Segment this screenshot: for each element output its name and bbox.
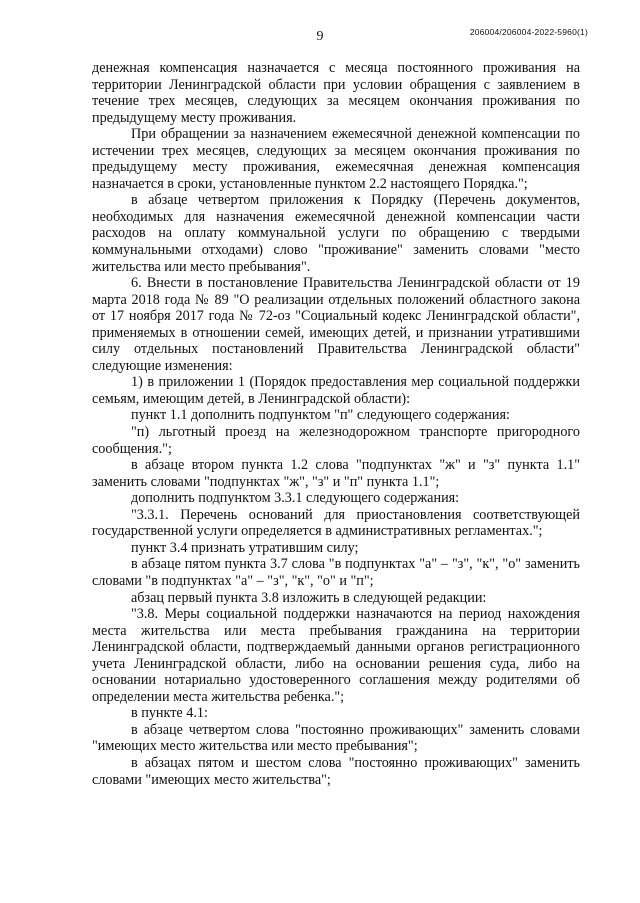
- document-id: 206004/206004-2022-5960(1): [469, 27, 588, 37]
- paragraph: "3.8. Меры социальной поддержки назначаются на период нахождения места жительства или места пребывания гражданина на территории Ленинградской области, подтверждаемый данными органов регистрационного учета Ленинградской области, либо на основании решения суда, либо на основании нотариально удостоверенного соглашения между родителями об определении места жительства ребенка.";: [92, 606, 580, 705]
- paragraph: в абзаце пятом пункта 3.7 слова "в подпунктах "а" – "з", "к", "о" заменить словами "в подпунктах "а" – "з", "к", "о" и "п";: [92, 556, 580, 589]
- page-number: 9: [316, 29, 324, 44]
- paragraph: в абзаце четвертом приложения к Порядку (Перечень документов, необходимых для назначения ежемесячной денежной компенсации части расходов на оплату коммунальной услуги по обращению с твердыми коммунальными отходами) слово "проживание" заменить словами "место жительства или место пребывания".: [92, 192, 580, 275]
- document-body: [92, 60, 580, 788]
- paragraph: пункт 3.4 признать утратившим силу;: [131, 539, 359, 556]
- paragraph: 6. Внести в постановление Правительства Ленинградской области от 19 марта 2018 года № 89 "О реализации отдельных положений областного закона от 17 ноября 2017 года № 72-оз "Социальный кодекс Ленинградской области", применяемых в отношении семей, имеющих детей, и признании утратившими силу отдельных постановлений Правительства Ленинградской области" следующие изменения:: [92, 275, 580, 374]
- paragraph: в пункте 4.1:: [131, 705, 208, 722]
- paragraph: абзац первый пункта 3.8 изложить в следующей редакции:: [131, 589, 487, 606]
- paragraph: в абзаце четвертом слова "постоянно проживающих" заменить словами "имеющих место жительства или место пребывания";: [92, 721, 580, 755]
- paragraph: в абзаце втором пункта 1.2 слова "подпунктах "ж" и "з" пункта 1.1" заменить словами "подпунктах "ж", "з" и "п" пункта 1.1";: [92, 457, 580, 490]
- paragraph: При обращении за назначением ежемесячной денежной компенсации по истечении трех месяцев, следующих за месяцем окончания проживания по предыдущему месту проживания, ежемесячная денежная компенсация назначается в сроки, установленные пунктом 2.2 настоящего Порядка.";: [92, 126, 580, 192]
- paragraph: денежная компенсация назначается с месяца постоянного проживания на территории Ленинградской области при условии обращения с заявлением в течение трех месяцев, следующих за месяцем окончания проживания по предыдущему месту проживания.: [92, 60, 580, 126]
- paragraph: "3.3.1. Перечень оснований для приостановления соответствующей государственной услуги определяется в административных регламентах.";: [92, 506, 580, 540]
- paragraph: дополнить подпунктом 3.3.1 следующего содержания:: [131, 490, 460, 507]
- paragraph: 1) в приложении 1 (Порядок предоставления мер социальной поддержки семьям, имеющим детей, в Ленинградской области):: [92, 374, 580, 407]
- paragraph: "п) льготный проезд на железнодорожном транспорте пригородного сообщения.";: [92, 424, 580, 457]
- paragraph: пункт 1.1 дополнить подпунктом "п" следующего содержания:: [131, 407, 510, 424]
- paragraph: в абзацах пятом и шестом слова "постоянно проживающих" заменить словами "имеющих место жительства";: [92, 754, 580, 788]
